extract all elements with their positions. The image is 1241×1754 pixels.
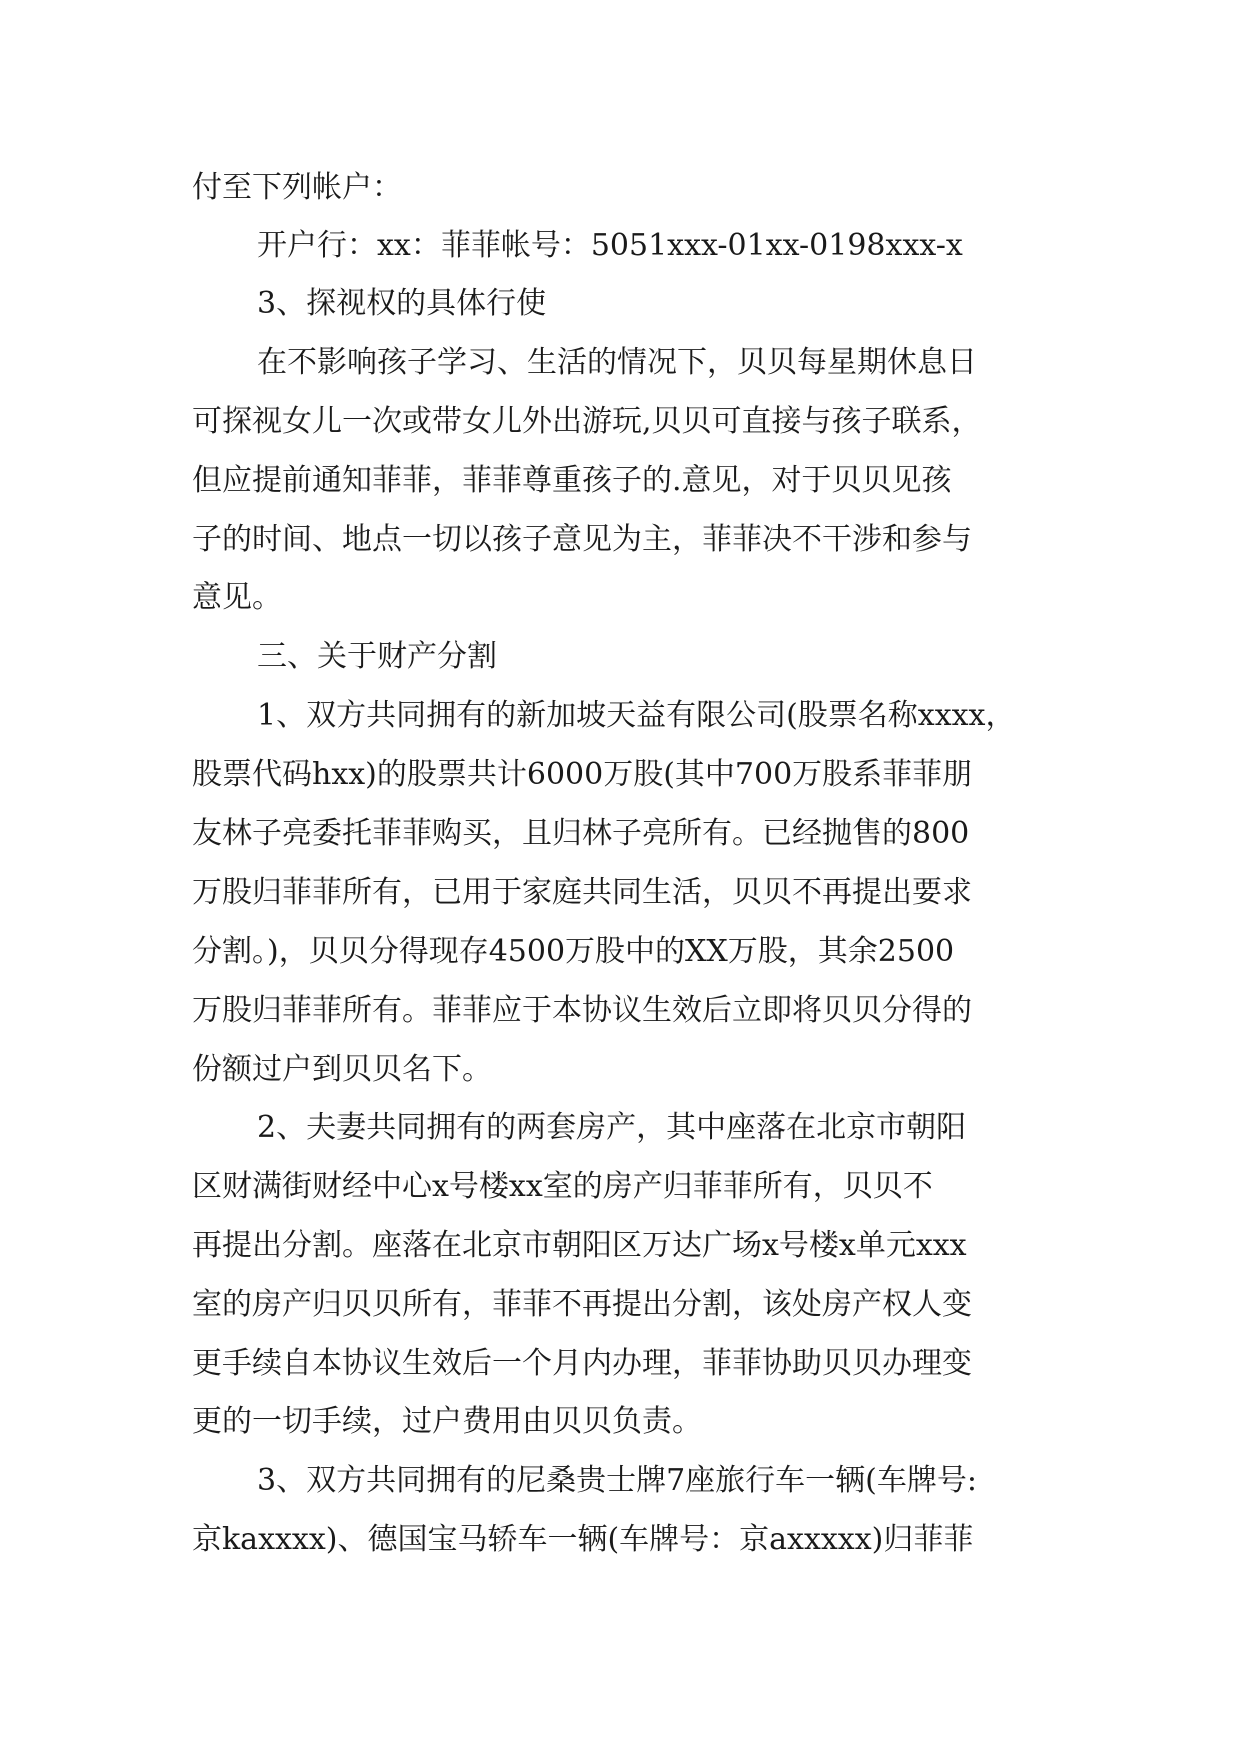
line-text: 3、双方共同拥有的尼桑贵士牌7座旅行车一辆(车牌号:	[257, 1463, 977, 1498]
text-line	[0, 1102, 1241, 1154]
text-line	[0, 985, 1241, 1037]
line-text: 1、双方共同拥有的新加坡天益有限公司(股票名称xxxx，	[257, 698, 1016, 733]
line-text: 子的时间、地点一切以孩子意见为主，菲菲决不干涉和参与	[192, 522, 972, 557]
text-line	[0, 1161, 1241, 1213]
line-text: 区财满街财经中心x号楼xx室的房产归菲菲所有，贝贝不	[192, 1169, 933, 1204]
text-line	[0, 162, 1241, 214]
text-line	[0, 1396, 1241, 1448]
section-heading	[0, 631, 1241, 683]
line-text: 万股归菲菲所有。菲菲应于本协议生效后立即将贝贝分得的	[192, 993, 972, 1028]
text-line	[0, 572, 1241, 624]
text-line	[0, 1338, 1241, 1390]
line-text: 万股归菲菲所有，已用于家庭共同生活，贝贝不再提出要求	[192, 875, 972, 910]
text-line	[0, 396, 1241, 448]
text-line	[0, 808, 1241, 860]
line-text: 更的一切手续，过户费用由贝贝负责。	[192, 1404, 702, 1439]
line-text: 份额过户到贝贝名下。	[192, 1052, 492, 1087]
text-line	[0, 749, 1241, 801]
text-line	[0, 867, 1241, 919]
line-text: 股票代码hxx)的股票共计6000万股(其中700万股系菲菲朋	[192, 757, 973, 792]
line-text: 友林子亮委托菲菲购买，且归林子亮所有。已经抛售的800	[192, 816, 970, 851]
line-text: 更手续自本协议生效后一个月内办理，菲菲协助贝贝办理变	[192, 1346, 972, 1381]
text-line	[0, 1514, 1241, 1566]
line-text: 分割。)，贝贝分得现存4500万股中的XX万股，其余2500	[192, 934, 955, 969]
text-line	[0, 1220, 1241, 1272]
text-line	[0, 337, 1241, 389]
section-heading	[0, 278, 1241, 330]
line-text: 付至下列帐户：	[192, 170, 402, 205]
line-text: 京kaxxxx)、德国宝马轿车一辆(车牌号：京axxxxx)归菲菲	[192, 1522, 974, 1557]
line-text: 在不影响孩子学习、生活的情况下，贝贝每星期休息日	[257, 345, 977, 380]
line-text: 但应提前通知菲菲，菲菲尊重孩子的.意见，对于贝贝见孩	[192, 463, 952, 498]
line-text: 三、关于财产分割	[257, 639, 497, 674]
line-text: 再提出分割。座落在北京市朝阳区万达广场x号楼x单元xxx	[192, 1228, 967, 1263]
text-line	[0, 514, 1241, 566]
text-line	[0, 926, 1241, 978]
text-line	[0, 220, 1241, 272]
line-text: 意见。	[192, 580, 282, 615]
line-text: 室的房产归贝贝所有，菲菲不再提出分割，该处房产权人变	[192, 1287, 972, 1322]
text-line	[0, 1455, 1241, 1507]
text-line	[0, 690, 1241, 742]
text-line	[0, 455, 1241, 507]
line-text: 可探视女儿一次或带女儿外出游玩,贝贝可直接与孩子联系，	[192, 404, 982, 439]
line-text: 3、探视权的具体行使	[257, 286, 547, 321]
text-line	[0, 1044, 1241, 1096]
text-line	[0, 1279, 1241, 1331]
line-text: 开户行：xx：菲菲帐号：5051xxx-01xx-0198xxx-x	[257, 228, 963, 263]
line-text: 2、夫妻共同拥有的两套房产，其中座落在北京市朝阳	[257, 1110, 967, 1145]
